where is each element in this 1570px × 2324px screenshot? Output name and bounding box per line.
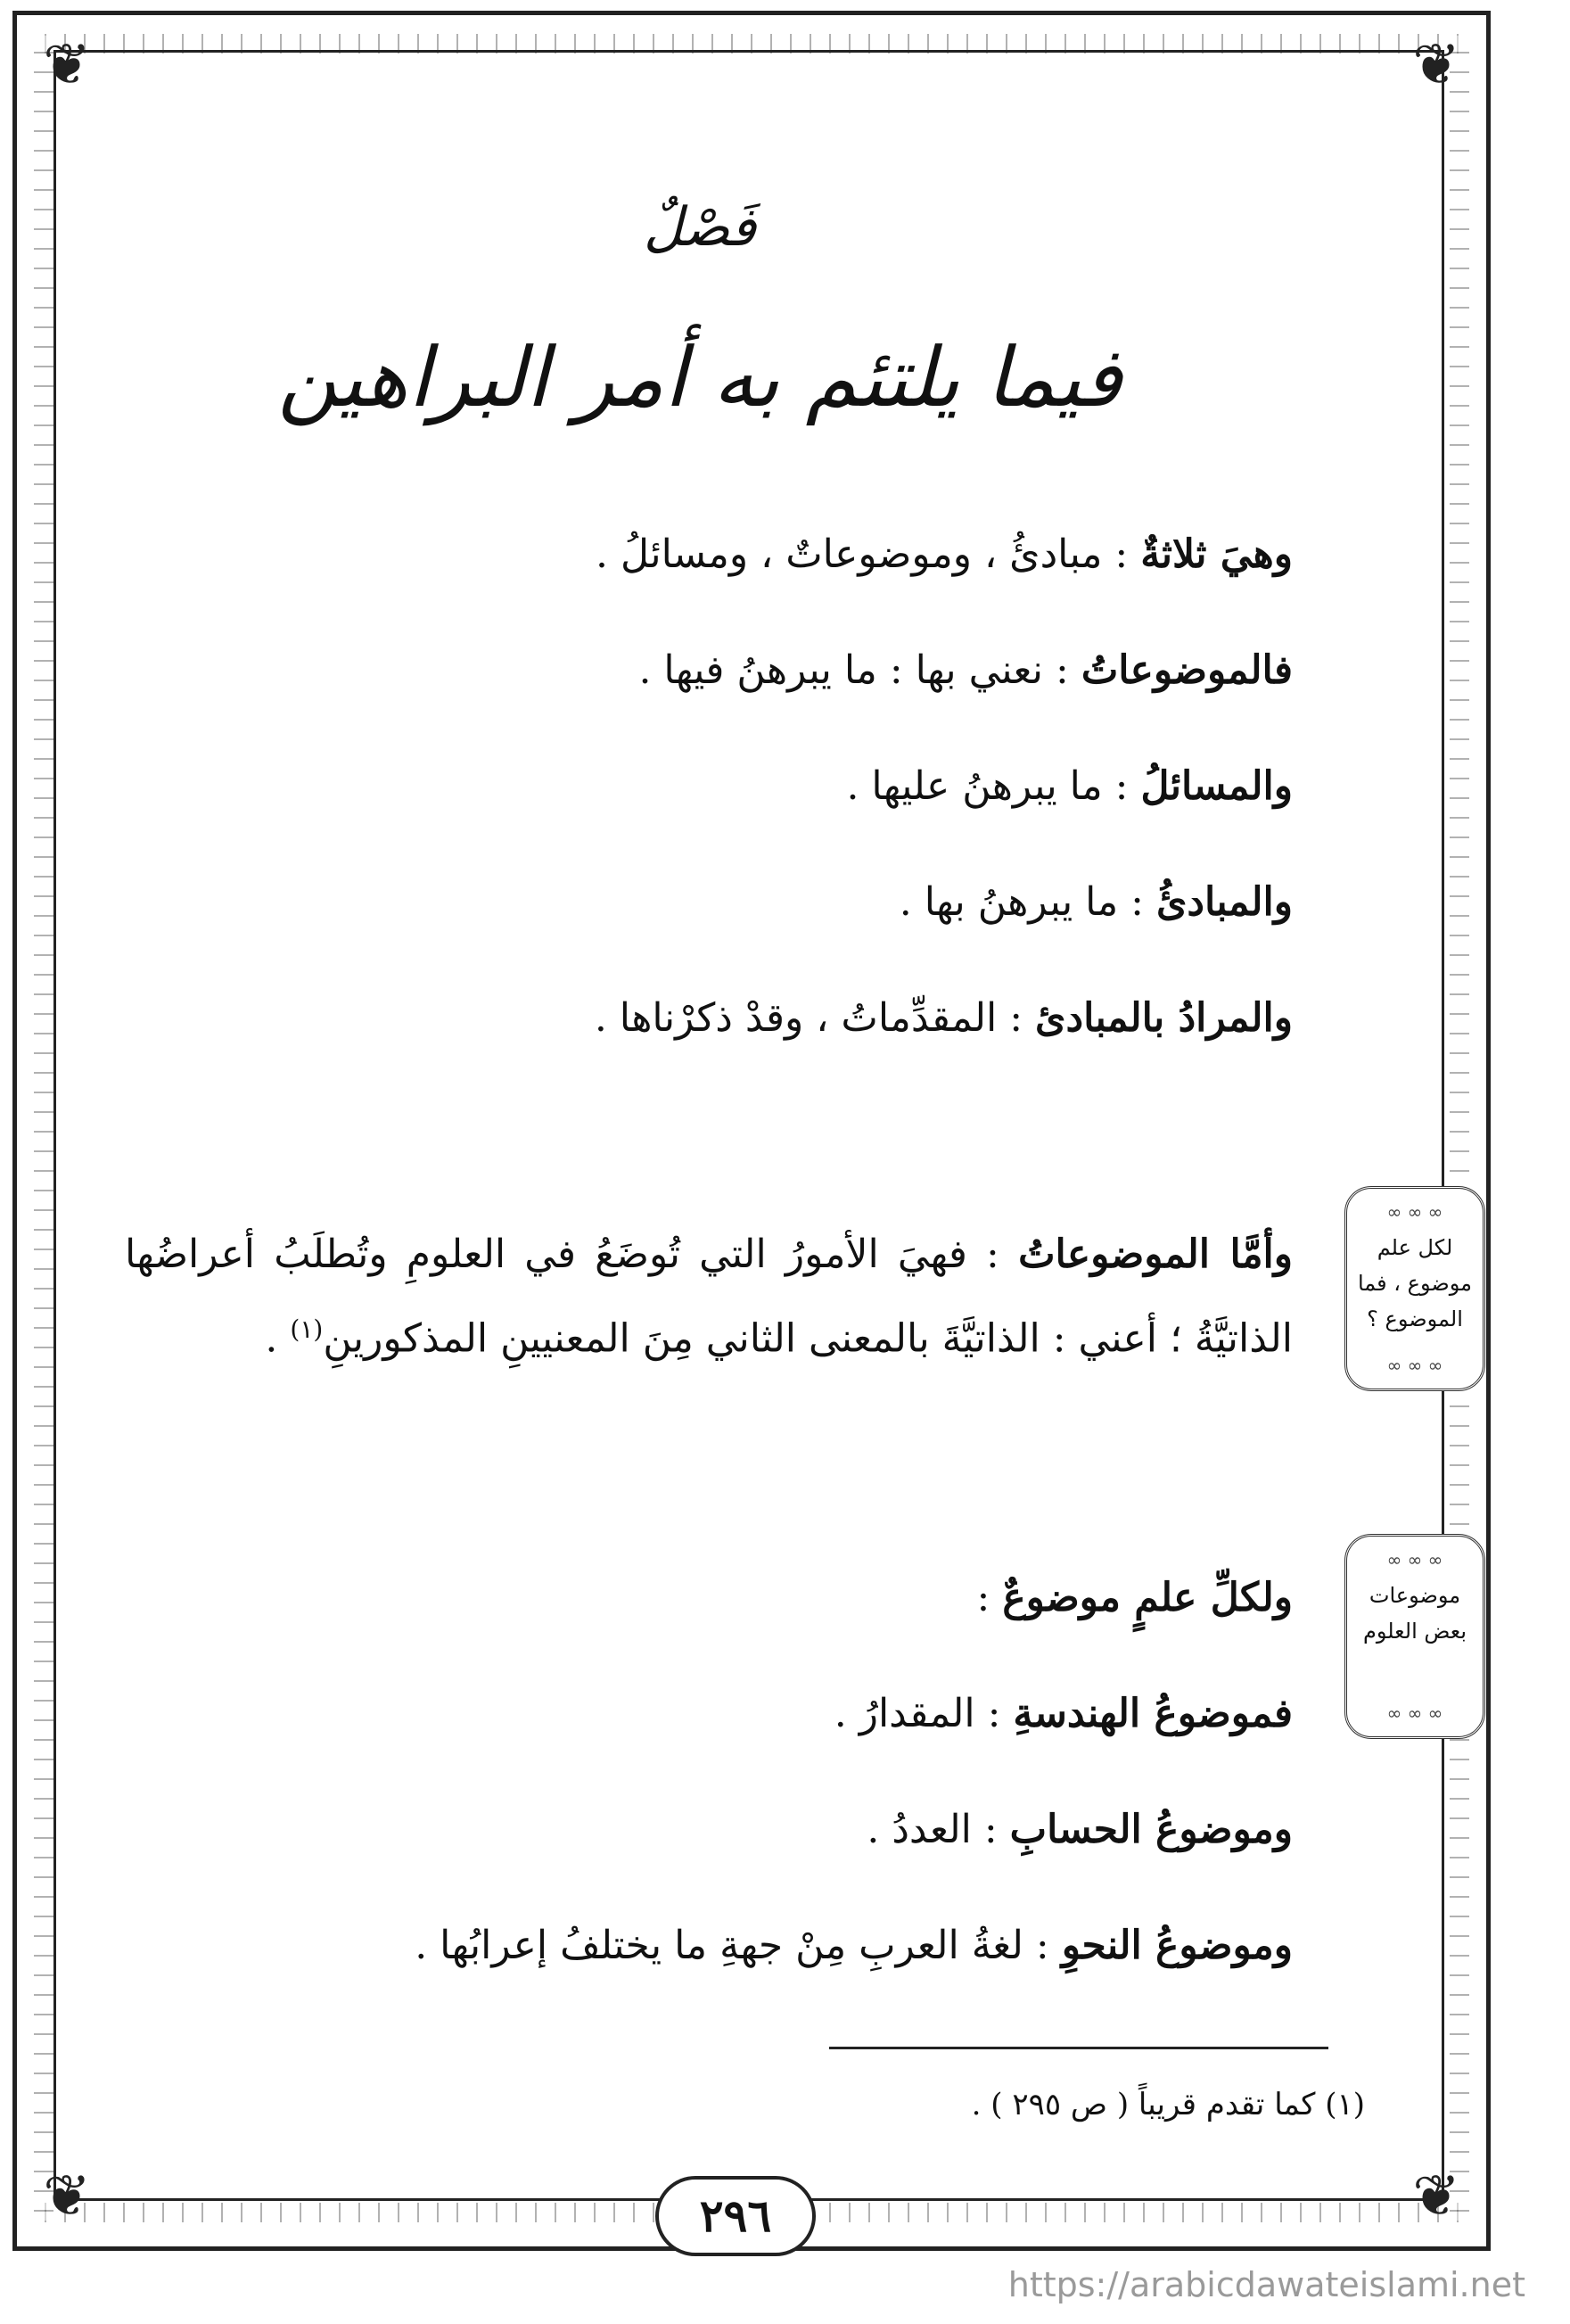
margin-note-2	[1344, 1534, 1485, 1739]
paragraph-term: وأمَّا الموضوعاتُ	[1018, 1232, 1293, 1277]
paragraph-term: ولكلِّ علمٍ موضوعٌ	[1002, 1575, 1293, 1620]
paragraph-text: : لغةُ العربِ مِنْ جهةِ ما يختلفُ إعرابُها .	[415, 1923, 1062, 1968]
paragraph-term: والمرادُ بالمبادئ	[1035, 995, 1293, 1041]
paragraph-text: : المقدِّماتُ ، وقدْ ذكرْناها .	[594, 995, 1036, 1041]
paragraph-text: : المقدارُ .	[834, 1691, 1014, 1736]
footnote-reference[interactable]: (١)	[290, 1314, 324, 1344]
margin-note-text: لكل علم موضوع ، فما الموضوع ؟	[1357, 1235, 1472, 1331]
paragraph-text: : العددُ .	[867, 1807, 1010, 1852]
footnote-separator	[829, 2047, 1328, 2049]
paragraph-1	[125, 517, 1293, 592]
paragraph-8	[125, 1677, 1293, 1751]
border-band-left	[34, 36, 53, 2221]
paragraph-4	[125, 865, 1293, 940]
paragraph-9	[125, 1792, 1293, 1867]
page-number: ٢٩٦	[655, 2176, 816, 2256]
margin-note-text: موضوعات بعض العلوم	[1362, 1583, 1467, 1644]
paragraph-text: : نعني بها : ما يبرهنُ فيها .	[638, 647, 1081, 693]
corner-ornament-icon: ❦	[43, 32, 91, 98]
paragraph-6	[125, 1217, 1293, 1377]
paragraph-term: والمبادئُ	[1155, 879, 1293, 925]
paragraph-text: :	[976, 1575, 1003, 1620]
margin-note-1	[1344, 1186, 1485, 1391]
paragraph-term: والمسائلُ	[1140, 763, 1293, 809]
watermark-url: https://arabicdawateislami.net	[1007, 2265, 1525, 2304]
paragraph-term: فموضوعُ الهندسةِ	[1013, 1691, 1293, 1736]
paragraph-text: : ما يبرهنُ بها .	[899, 879, 1156, 925]
paragraph-3	[125, 749, 1293, 824]
paragraph-term: وموضوعُ الحسابِ	[1009, 1807, 1293, 1852]
chapter-label: فَصْلٌ	[643, 196, 757, 259]
paragraph-10	[125, 1908, 1293, 1983]
corner-ornament-icon: ❦	[1412, 2163, 1460, 2229]
paragraph-2	[125, 633, 1293, 708]
paragraph-term: وموضوعُ النحوِ	[1061, 1923, 1293, 1968]
border-band-right	[1450, 36, 1469, 2221]
footnote: (١) كما تقدم قريباً ( ص ٢٩٥ ) .	[971, 2087, 1365, 2122]
paragraph-7	[125, 1561, 1293, 1636]
page-content	[107, 161, 1293, 2212]
paragraph-5	[125, 981, 1293, 1056]
corner-ornament-icon: ❦	[43, 2163, 91, 2229]
corner-ornament-icon: ❦	[1412, 32, 1460, 98]
paragraph-term: وهيَ ثلاثةٌ	[1140, 532, 1293, 577]
paragraph-tail: .	[265, 1315, 291, 1362]
paragraph-text: : ما يبرهنُ عليها .	[846, 763, 1141, 809]
paragraph-text: : فهيَ الأمورُ التي تُوضَعُ في العلومِ وتُطلَبُ أعراضُها الذاتيَّةُ ؛ أعني : الذاتيَّةَ بالمعنى الثاني مِنَ المعنيينِ المذكورينِ	[125, 1232, 1293, 1362]
paragraph-term: فالموضوعاتُ	[1081, 647, 1293, 693]
chapter-title: فيما يلتئم به أمر البراهين	[277, 330, 1122, 425]
paragraph-text: : مبادئُ ، وموضوعاتٌ ، ومسائلُ .	[596, 532, 1141, 577]
